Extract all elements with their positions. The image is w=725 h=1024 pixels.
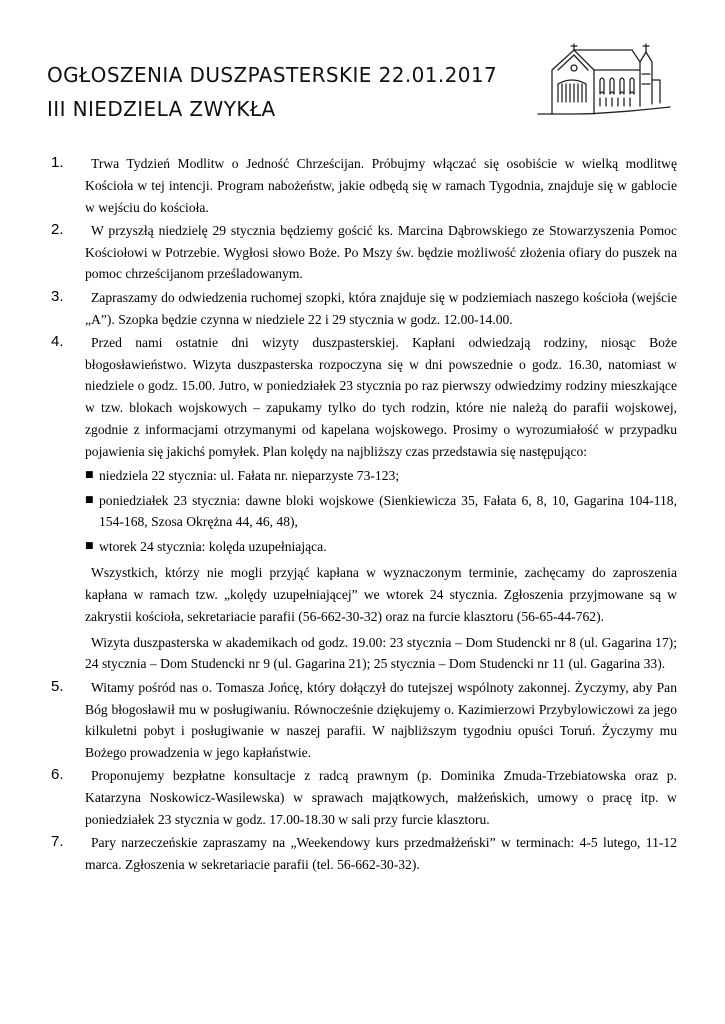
item-text: W przyszłą niedzielę 29 stycznia będziemy gościć ks. Marcina Dąbrowskiego ze Stowarzyszenia Pomoc Kościołowi w Potrzebie. Wygłosi słowo Boże. Po Mszy św. będzie możliwość złożenia ofiary do puszek na pomoc chrześcijanom prześladowanym.	[85, 222, 677, 282]
item-text: Pary narzeczeńskie zapraszamy na „Weekendowy kurs przedmałżeński” w terminach: 4-5 lutego, 11-12 marca. Zgłoszenia w sekretariacie parafii (tel. 56-662-30-32).	[85, 835, 677, 873]
list-item	[85, 536, 677, 558]
item-number: 1.	[51, 154, 64, 171]
visit-schedule-list	[85, 465, 677, 559]
announcement-1	[47, 153, 677, 218]
title-line-1: OGŁOSZENIA DUSZPASTERSKIE 22.01.2017	[47, 63, 498, 87]
item-text: Witamy pośród nas o. Tomasza Jońcę, który dołączył do tutejszej wspólnoty zakonnej. Życzymy, aby Pan Bóg błogosławił mu w posługiwaniu. Równocześnie dziękujemy o. Kazimierzowi Przybylowiczowi za jego kilkuletni pobyt i posługiwanie w naszej parafii. W najbliższym tygodniu opuści Toruń. Życzymy mu Bożego prowadzenia w jego kapłaństwie.	[85, 679, 677, 761]
bullet-icon: ■	[85, 541, 94, 552]
list-item-text: niedziela 22 stycznia: ul. Fałata nr. nieparzyste 73-123;	[99, 467, 400, 483]
item-extra-text: Wizyta duszpasterska w akademikach od godz. 19.00: 23 stycznia – Dom Studencki nr 8 (ul. Gagarina 17); 24 stycznia – Dom Studencki nr 9 (ul. Gagarina 21); 25 stycznia – Dom Studencki nr 11 (ul. Gagarina 33).	[85, 634, 677, 672]
list-item-text: poniedziałek 23 stycznia: dawne bloki wojskowe (Sienkiewicza 35, Fałata 6, 8, 10, Gagarina 104-118, 154-168, Szosa Okrężna 44, 46, 48),	[99, 492, 677, 530]
announcement-6	[47, 765, 677, 830]
item-number: 6.	[51, 766, 64, 784]
page-title	[47, 58, 497, 126]
item-text: Przed nami ostatnie dni wizyty duszpasterskiej. Kapłani odwiedzają rodziny, niosąc Boże błogosławieństwo. Wizyta duszpasterska rozpoczyna się w dni powszednie o godz. 16.30, natomiast w niedziele o godz. 15.00. Jutro, w poniedziałek 23 stycznia po raz pierwszy odwiedzimy rodziny mieszkające w tzw. blokach wojskowych – zapukamy tylko do tych rodzin, które nie należą do parafii wojskowej, zgodnie z informacjami otrzymanymi od kapelana wojskowego. Prosimy o wyrozumiałość w przypadku pojawienia się jakichś pomyłek. Plan kolędy na najbliższy czas przedstawia się następująco:	[85, 334, 677, 459]
church-icon	[536, 40, 672, 120]
announcements-list	[47, 153, 677, 877]
item-text: Zapraszamy do odwiedzenia ruchomej szopki, która znajduje się w podziemiach naszego kościoła (wejście „A”). Szopka będzie czynna w niedziele 22 i 29 stycznia w godz. 12.00-14.00.	[85, 289, 677, 327]
list-item-text: wtorek 24 stycznia: kolęda uzupełniająca.	[99, 539, 327, 555]
list-item	[85, 490, 677, 534]
announcement-3	[47, 287, 677, 331]
announcement-4	[47, 332, 677, 675]
list-item	[85, 465, 677, 487]
title-line-2: III NIEDZIELA ZWYKŁA	[47, 97, 276, 121]
item-number: 4.	[51, 332, 64, 350]
bullet-icon: ■	[85, 469, 94, 480]
item-number: 7.	[51, 833, 64, 851]
bullet-icon: ■	[85, 494, 94, 505]
item-extra-text: Wszystkich, którzy nie mogli przyjąć kapłana w wyznaczonym terminie, zachęcamy do zaproszenia kapłana w ramach tzw. „kolędy uzupełniającej” we wtorek 24 stycznia. Zgłoszenia przyjmowane są w zakrystii kościoła, sekretariacie parafii (56-662-30-32) oraz na furcie klasztoru (56-65-44-762).	[85, 565, 677, 624]
announcement-7	[47, 832, 677, 876]
announcement-5	[47, 677, 677, 764]
item-text: Trwa Tydzień Modlitw o Jedność Chrześcijan. Próbujmy włączać się osobiście w wielką modlitwę Kościoła w tej intencji. Program nabożeństw, jakie odbędą się w ramach Tygodnia, znajduje się w gablocie w wejściu do kościoła.	[85, 156, 677, 215]
item-text: Proponujemy bezpłatne konsultacje z radcą prawnym (p. Dominika Zmuda-Trzebiatowska oraz p. Katarzyna Noskowicz-Wasilewska) w sprawach majątkowych, małżeńskich, umowy o pracę itp. w poniedziałek 23 stycznia w godz. 17.00-18.30 w sali przy furcie klasztoru.	[85, 768, 677, 827]
item-number: 2.	[51, 220, 64, 238]
announcement-2	[47, 220, 677, 285]
item-number: 5.	[51, 677, 64, 695]
item-number: 3.	[51, 287, 64, 305]
